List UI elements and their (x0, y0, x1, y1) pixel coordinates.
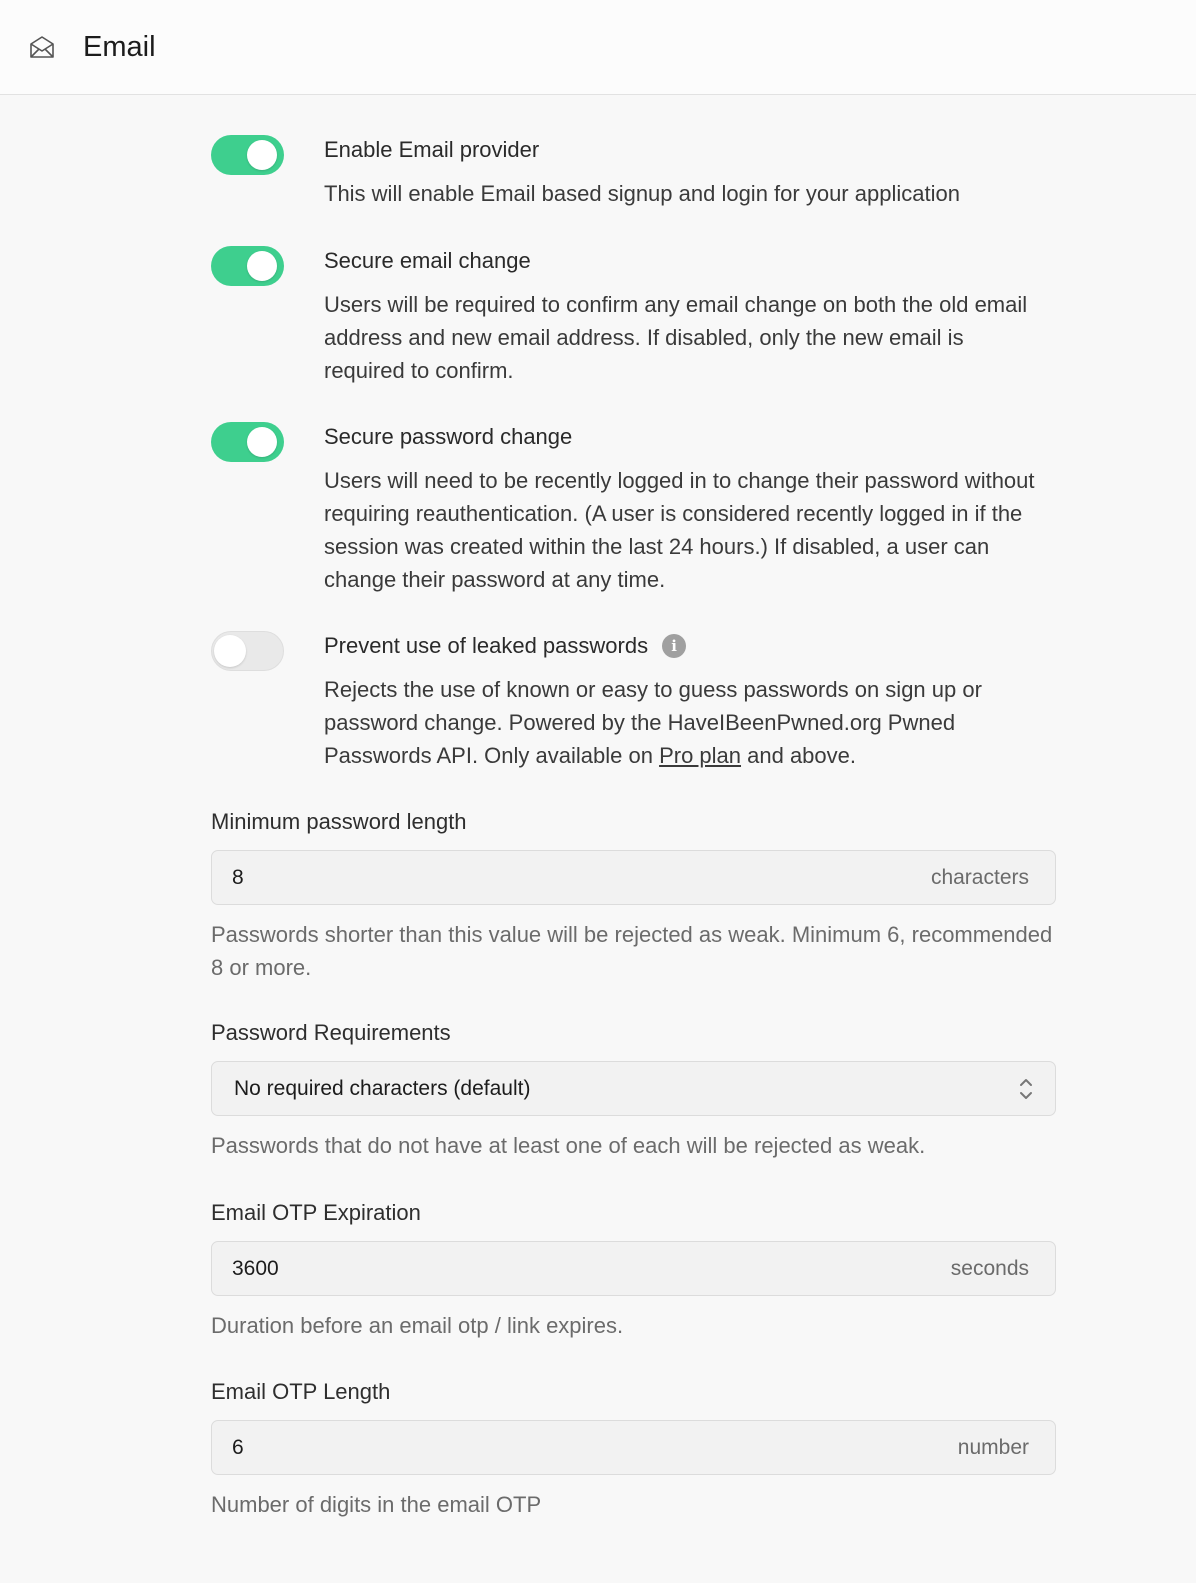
secure-password-change-switch[interactable] (211, 422, 284, 462)
field-help: Passwords shorter than this value will be rejected as weak. Minimum 6, recommended 8 or more. (211, 922, 1053, 980)
input-suffix: seconds (950, 1256, 1029, 1280)
page-title: Email (83, 30, 156, 63)
toggle-title: Enable Email provider (324, 137, 540, 162)
field-label: Email OTP Expiration (211, 1200, 421, 1225)
field-help: Duration before an email otp / link expires. (211, 1313, 624, 1338)
toggle-text (324, 422, 1044, 596)
min-password-length-input[interactable] (211, 850, 1056, 905)
field-help: Passwords that do not have at least one of each will be rejected as weak. (211, 1133, 926, 1158)
toggle-text (324, 246, 1044, 387)
toggle-title: Secure email change (324, 248, 531, 273)
email-otp-length-input[interactable] (211, 1420, 1056, 1475)
switch-knob (214, 635, 246, 667)
toggle-description: Users will be required to confirm any email change on both the old email address and new email address. If disabled, only the new email is required to confirm. (324, 292, 1028, 383)
toggle-title-text: Prevent use of leaked passwords (324, 633, 649, 658)
envelope-open-icon (28, 33, 56, 61)
toggle-text (324, 631, 1044, 772)
toggle-description: Users will need to be recently logged in to change their password without requiring reauthentication. (A user is considered recently logged in if the session was created within the last 24 hours.) If disabled, a user can change their password at any time. (324, 468, 1035, 592)
chevron-updown-icon (1017, 1075, 1035, 1103)
page-header (0, 0, 1196, 95)
description-text-end: and above. (741, 743, 856, 768)
password-requirements-select[interactable] (211, 1061, 1056, 1116)
input-suffix: number (957, 1435, 1029, 1459)
toggle-title (324, 631, 1044, 661)
input-value: 8 (232, 865, 244, 889)
toggle-text (324, 135, 1044, 210)
switch-knob (247, 251, 277, 281)
field-label: Minimum password length (211, 809, 467, 834)
toggle-description: This will enable Email based signup and login for your application (324, 181, 960, 206)
min-password-length-field (211, 807, 1056, 984)
email-otp-length-field (211, 1377, 1056, 1521)
select-value: No required characters (default) (234, 1076, 531, 1100)
switch-knob (247, 427, 277, 457)
input-suffix: characters (930, 865, 1029, 889)
input-value: 3600 (232, 1256, 279, 1280)
leaked-passwords-switch[interactable] (211, 631, 284, 671)
password-requirements-field (211, 1018, 1056, 1162)
input-value: 6 (232, 1435, 244, 1459)
field-label: Email OTP Length (211, 1379, 391, 1404)
pro-plan-link[interactable]: Pro plan (659, 743, 742, 768)
email-otp-expiration-input[interactable] (211, 1241, 1056, 1296)
info-icon[interactable]: i (662, 634, 686, 658)
switch-knob (247, 140, 277, 170)
secure-email-change-switch[interactable] (211, 246, 284, 286)
enable-email-switch[interactable] (211, 135, 284, 175)
email-otp-expiration-field (211, 1198, 1056, 1342)
description-text: Rejects the use of known or easy to guess passwords on sign up or password change. Powered by the HaveIBeenPwned.org Pwned Passwords API. Only available on (324, 677, 982, 768)
toggle-title: Secure password change (324, 424, 573, 449)
field-help: Number of digits in the email OTP (211, 1492, 542, 1517)
toggle-description (324, 673, 1044, 772)
field-label: Password Requirements (211, 1020, 451, 1045)
